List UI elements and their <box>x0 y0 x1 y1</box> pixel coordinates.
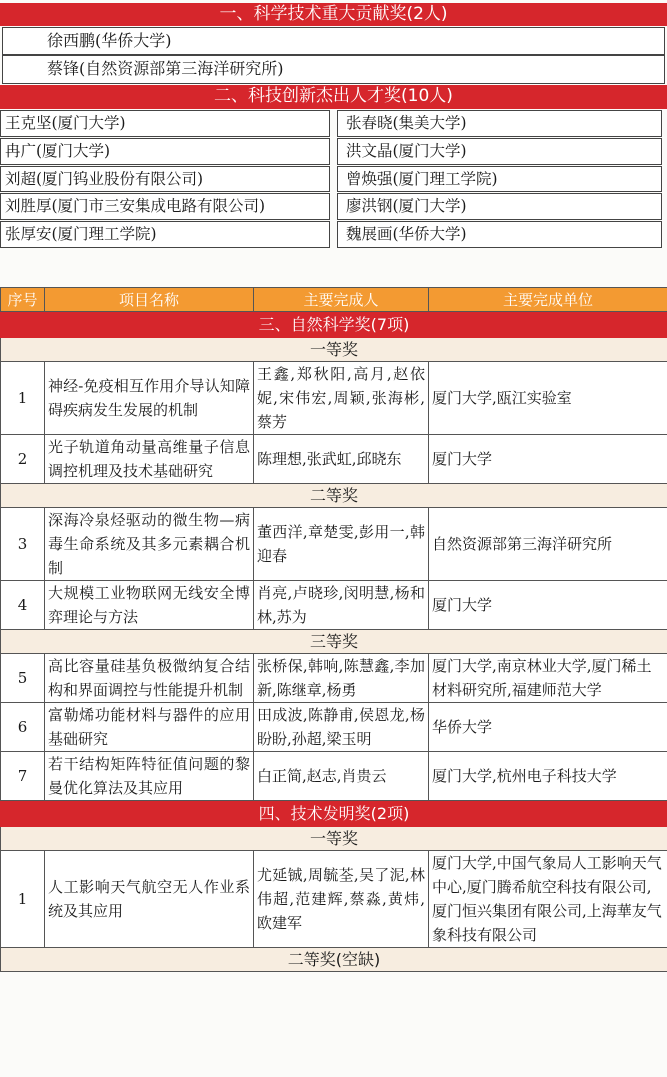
project-units: 厦门大学,杭州电子科技大学 <box>429 752 667 801</box>
grade-title: 二等奖 <box>1 484 667 508</box>
row-number: 5 <box>1 654 45 703</box>
table-row <box>1 581 667 630</box>
project-units: 厦门大学 <box>429 435 667 484</box>
project-units: 厦门大学,南京林业大学,厦门稀土材料研究所,福建师范大学 <box>429 654 667 703</box>
project-people: 董西洋,章楚雯,彭用一,韩迎春 <box>254 508 429 581</box>
project-name: 光子轨道角动量高维量子信息调控机理及技术基础研究 <box>45 435 254 484</box>
project-people: 肖亮,卢晓珍,闵明慧,杨和林,苏为 <box>254 581 429 630</box>
talent-winner: 张厚安(厦门理工学院) <box>0 221 330 248</box>
table-row <box>1 435 667 484</box>
row-number: 2 <box>1 435 45 484</box>
talent-winner: 廖洪钢(厦门大学) <box>337 193 662 220</box>
category-title: 三、自然科学奖(7项) <box>1 312 667 338</box>
col-header-people: 主要完成人 <box>254 288 429 312</box>
row-number: 7 <box>1 752 45 801</box>
section2-title: 二、科技创新杰出人才奖(10人) <box>0 85 667 109</box>
project-name: 大规模工业物联网无线安全博弈理论与方法 <box>45 581 254 630</box>
project-people: 王鑫,郑秋阳,高月,赵依妮,宋伟宏,周颖,张海彬,蔡芳 <box>254 362 429 435</box>
grade-title: 三等奖 <box>1 630 667 654</box>
talent-winner: 曾焕强(厦门理工学院) <box>337 166 662 192</box>
major-contribution-winner: 徐西鹏(华侨大学) <box>2 27 665 55</box>
table-row <box>1 703 667 752</box>
project-units: 华侨大学 <box>429 703 667 752</box>
project-people: 尤延铖,周毓荃,吴了泥,林伟超,范建辉,蔡淼,黄炜,欧建军 <box>254 851 429 948</box>
project-people: 田成波,陈静甫,侯恩龙,杨盼盼,孙超,梁玉明 <box>254 703 429 752</box>
project-units: 厦门大学 <box>429 581 667 630</box>
project-units: 厦门大学,中国气象局人工影响天气中心,厦门腾希航空科技有限公司,厦门恒兴集团有限公司,上海華友气象科技有限公司 <box>429 851 667 948</box>
section1-title: 一、科学技术重大贡献奖(2人) <box>0 3 667 26</box>
project-name: 高比容量硅基负极微纳复合结构和界面调控与性能提升机制 <box>45 654 254 703</box>
talent-winner: 刘胜厚(厦门市三安集成电路有限公司) <box>0 193 330 220</box>
row-number: 1 <box>1 851 45 948</box>
talent-winner: 魏展画(华侨大学) <box>337 221 662 248</box>
project-people: 陈理想,张武虹,邱晓东 <box>254 435 429 484</box>
col-header-number: 序号 <box>1 288 45 312</box>
project-name: 人工影响天气航空无人作业系统及其应用 <box>45 851 254 948</box>
major-contribution-winner: 蔡锋(自然资源部第三海洋研究所) <box>2 55 665 84</box>
table-row <box>1 851 667 948</box>
row-number: 6 <box>1 703 45 752</box>
project-units: 自然资源部第三海洋研究所 <box>429 508 667 581</box>
talent-winner: 张春晓(集美大学) <box>337 110 662 137</box>
row-number: 3 <box>1 508 45 581</box>
table-row <box>1 508 667 581</box>
category-title: 四、技术发明奖(2项) <box>1 801 667 827</box>
talent-winner: 刘超(厦门钨业股份有限公司) <box>0 166 330 192</box>
project-name: 神经-免疫相互作用介导认知障碍疾病发生发展的机制 <box>45 362 254 435</box>
project-people: 张桥保,韩响,陈慧鑫,李加新,陈继章,杨勇 <box>254 654 429 703</box>
row-number: 4 <box>1 581 45 630</box>
talent-winner: 冉广(厦门大学) <box>0 138 330 165</box>
grade-title: 二等奖(空缺) <box>1 948 667 972</box>
grade-title: 一等奖 <box>1 827 667 851</box>
col-header-units: 主要完成单位 <box>429 288 667 312</box>
row-number: 1 <box>1 362 45 435</box>
awards-table <box>0 287 667 972</box>
col-header-project: 项目名称 <box>45 288 254 312</box>
project-name: 富勒烯功能材料与器件的应用基础研究 <box>45 703 254 752</box>
project-name: 深海冷泉烃驱动的微生物—病毒生命系统及其多元素耦合机制 <box>45 508 254 581</box>
project-name: 若干结构矩阵特征值问题的黎曼优化算法及其应用 <box>45 752 254 801</box>
project-people: 白正简,赵志,肖贵云 <box>254 752 429 801</box>
grade-title: 一等奖 <box>1 338 667 362</box>
talent-winner: 洪文晶(厦门大学) <box>337 138 662 165</box>
table-row <box>1 362 667 435</box>
talent-winner: 王克坚(厦门大学) <box>0 110 330 137</box>
project-units: 厦门大学,瓯江实验室 <box>429 362 667 435</box>
table-row <box>1 654 667 703</box>
table-row <box>1 752 667 801</box>
